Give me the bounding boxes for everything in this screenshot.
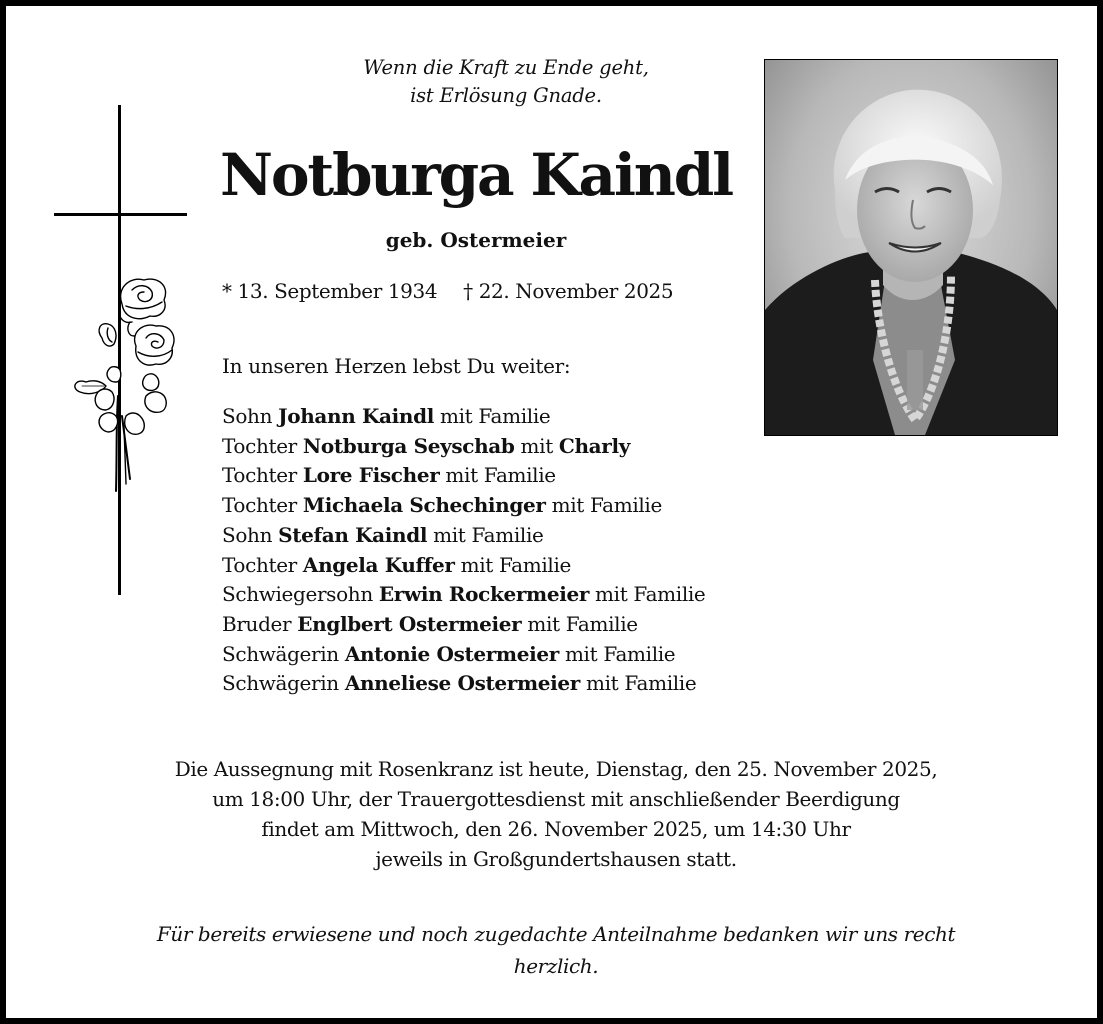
thanks-line-1: Für bereits erwiesene und noch zugedachte Anteilnahme bedanken wir uns recht <box>156 922 956 946</box>
funeral-service-info <box>46 754 1066 874</box>
mourner-row: Bruder Englbert Ostermeier mit Familie <box>222 611 638 636</box>
mourner-row: Sohn Johann Kaindl mit Familie <box>222 404 551 428</box>
death-date: † 22. November 2025 <box>463 279 674 303</box>
birth-date: * 13. September 1934 <box>222 279 438 303</box>
mourner-row: Schwägerin Antonie Ostermeier mit Familie <box>222 641 676 666</box>
maiden-name: geb. Ostermeier <box>385 228 567 252</box>
mourner-row: Schwiegersohn Erwin Rockermeier mit Familie <box>222 582 706 607</box>
motto-line-1: Wenn die Kraft zu Ende geht, <box>363 56 649 79</box>
thanks-note <box>46 918 1066 982</box>
mourner-row: Schwägerin Anneliese Ostermeier mit Familie <box>222 671 697 696</box>
motto-quote <box>256 54 756 110</box>
mourner-row: Tochter Angela Kuffer mit Familie <box>222 552 571 577</box>
mourner-row: Tochter Notburga Seyschab mit Charly <box>222 433 630 458</box>
service-line-3: findet am Mittwoch, den 26. November 2025, um 14:30 Uhr <box>261 817 851 841</box>
portrait-photo <box>764 59 1058 436</box>
deceased-name: Notburga Kaindl <box>220 141 732 209</box>
mourners-list <box>222 402 782 699</box>
mourners-intro: In unseren Herzen lebst Du weiter: <box>222 354 571 378</box>
mourner-row: Tochter Michaela Schechinger mit Familie <box>222 493 662 518</box>
service-line-1: Die Aussegnung mit Rosenkranz ist heute, Dienstag, den 25. November 2025, <box>174 757 938 781</box>
mourner-row: Sohn Stefan Kaindl mit Familie <box>222 522 544 547</box>
service-line-4: jeweils in Großgundertshausen statt. <box>375 847 737 871</box>
motto-line-2: ist Erlösung Gnade. <box>410 84 602 107</box>
service-line-2: um 18:00 Uhr, der Trauergottesdienst mit anschließender Beerdigung <box>212 787 900 811</box>
thanks-line-2: herzlich. <box>513 954 599 978</box>
mourner-row: Tochter Lore Fischer mit Familie <box>222 463 556 488</box>
cross-with-roses-icon <box>46 96 206 606</box>
life-dates <box>222 276 742 306</box>
